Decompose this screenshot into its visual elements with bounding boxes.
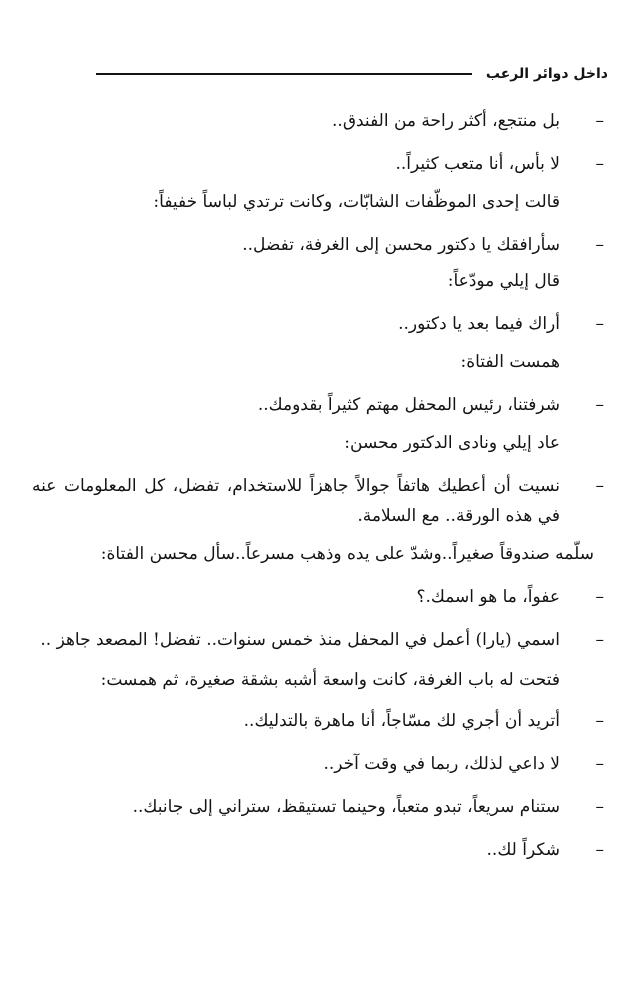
dialogue-dash: – (595, 797, 604, 817)
dialogue-text: ستنام سريعاً، تبدو متعباً، وحينما تستيقظ، ستراني إلى جانبك.. (132, 797, 560, 817)
dialogue-dash: – (595, 587, 604, 607)
dialogue-line (32, 835, 606, 865)
dialogue-line (32, 792, 606, 822)
dialogue-text: أراك فيما بعد يا دكتور.. (398, 314, 560, 334)
dialogue-text: بل منتجع، أكثر راحة من الفندق.. (332, 111, 560, 131)
page-header (96, 62, 608, 86)
dialogue-line (32, 749, 606, 779)
dialogue-text: نسيت أن أعطيك هاتفاً جوالاً جاهزاً للاستخدام، تفضل، كل المعلومات عنه في هذه الورقة.. مع السلامة. (32, 476, 560, 526)
narration-paragraph: همست الفتاة: (460, 352, 560, 372)
dialogue-text: عفواً، ما هو اسمك.؟ (416, 587, 560, 607)
dialogue-dash: – (595, 476, 604, 496)
body-text (32, 106, 606, 865)
dialogue-dash: – (595, 395, 604, 415)
dialogue-dash: – (595, 754, 604, 774)
narration-paragraph: قال إيلي مودّعاً: (447, 271, 560, 291)
dialogue-line (32, 106, 606, 136)
dialogue-dash: – (595, 235, 604, 255)
narration-paragraph: عاد إيلي ونادى الدكتور محسن: (344, 433, 560, 453)
dialogue-line (32, 149, 606, 179)
running-title: داخل دوائر الرعب (485, 66, 608, 82)
narration-paragraph: سلّمه صندوقاً صغيراً..وشدّ على يده وذهب مسرعاً..سأل محسن الفتاة: (100, 544, 594, 564)
narration-paragraph: فتحت له باب الغرفة، كانت واسعة أشبه بشقة صغيرة، ثم همست: (100, 670, 560, 690)
dialogue-text: شكراً لك.. (486, 840, 560, 860)
dialogue-dash: – (595, 154, 604, 174)
dialogue-dash: – (595, 840, 604, 860)
dialogue-dash: – (595, 630, 604, 650)
dialogue-line (32, 471, 606, 531)
dialogue-dash: – (595, 111, 604, 131)
narration-paragraph: قالت إحدى الموظّفات الشابّات، وكانت ترتدي لباساً خفيفاً: (153, 192, 560, 212)
dialogue-text: أتريد أن أجري لك مسّاجاً، أنا ماهرة بالتدليك.. (243, 711, 560, 731)
dialogue-text: لا داعي لذلك، ربما في وقت آخر.. (323, 754, 560, 774)
dialogue-dash: – (595, 711, 604, 731)
dialogue-text: شرفتنا، رئيس المحفل مهتم كثيراً بقدومك.. (257, 395, 560, 415)
dialogue-line (32, 390, 606, 420)
dialogue-text: لا بأس، أنا متعب كثيراً.. (395, 154, 560, 174)
dialogue-line (32, 625, 606, 655)
dialogue-dash: – (595, 314, 604, 334)
dialogue-text: اسمي (يارا) أعمل في المحفل منذ خمس سنوات.. تفضل! المصعد جاهز .. (40, 630, 560, 650)
dialogue-line (32, 230, 606, 260)
dialogue-line (32, 706, 606, 736)
dialogue-line (32, 582, 606, 612)
dialogue-text: سأرافقك يا دكتور محسن إلى الغرفة، تفضل.. (242, 235, 560, 255)
header-rule (96, 73, 472, 75)
dialogue-line (32, 309, 606, 339)
